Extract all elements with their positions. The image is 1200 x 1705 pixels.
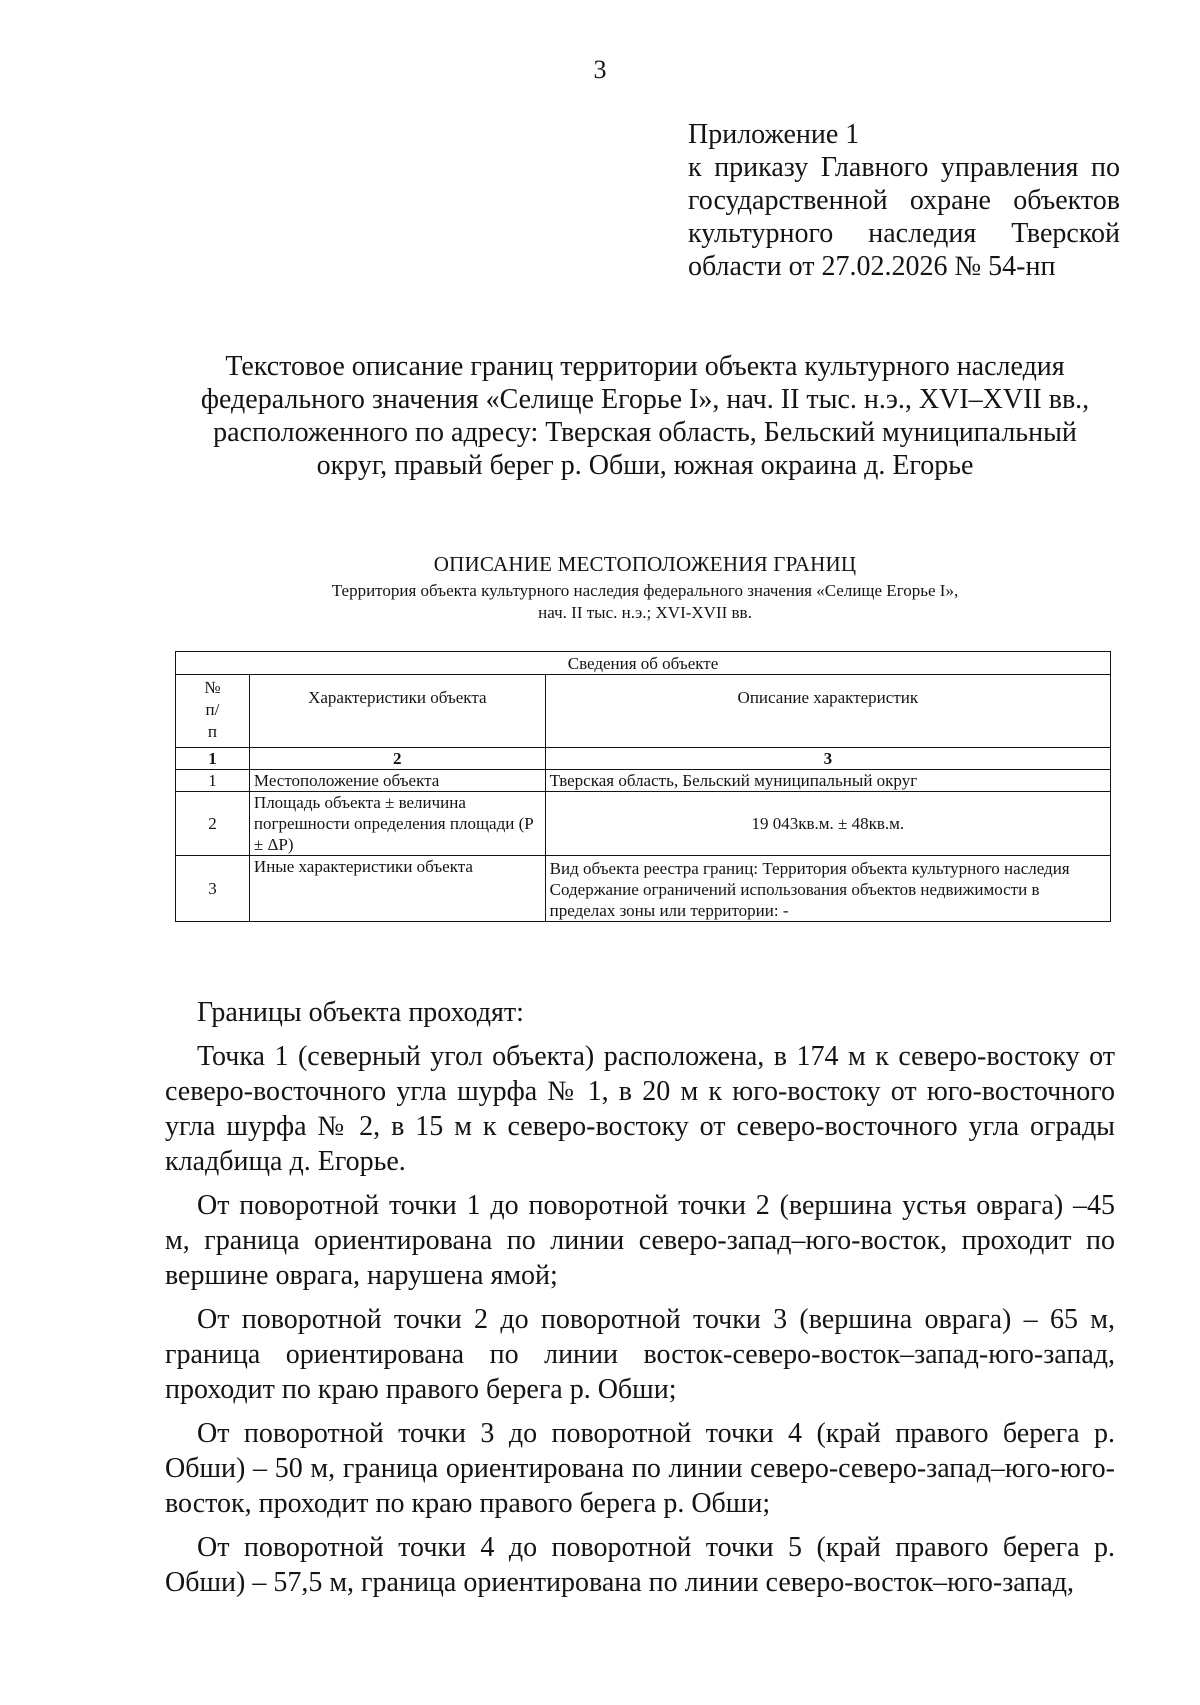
row-description <box>545 856 1110 922</box>
row-number: 2 <box>176 792 250 856</box>
section-heading: ОПИСАНИЕ МЕСТОПОЛОЖЕНИЯ ГРАНИЦ <box>433 552 857 576</box>
appendix-line: к приказу Главного управления по <box>688 152 1120 183</box>
row-number: 1 <box>176 770 250 792</box>
document-title <box>170 350 1120 482</box>
table-row <box>176 856 1111 922</box>
index-cell: 2 <box>249 748 545 770</box>
row-characteristic: Местоположение объекта <box>249 770 545 792</box>
appendix-line: культурного наследия Тверской <box>688 218 1120 249</box>
table-header-row <box>176 675 1111 748</box>
appendix-line: государственной охране объектов <box>688 185 1120 216</box>
title-line: федерального значения «Селище Егорье I», нач. II тыс. н.э., XVI–XVII вв., <box>200 384 1090 415</box>
row-description: 19 043кв.м. ± 48кв.м. <box>545 792 1110 856</box>
appendix-line: Приложение 1 <box>688 119 860 150</box>
body-paragraph: От поворотной точки 2 до поворотной точки 3 (вершина оврага) – 65 м, граница ориентирована по линии восток-северо-восток–запад-юго-запад, проходит по краю правого берега р. Обши; <box>165 1304 1115 1405</box>
index-cell: 3 <box>545 748 1110 770</box>
body-paragraph: От поворотной точки 1 до поворотной точки 2 (вершина устья оврага) –45 м, граница ориентирована по линии северо-запад–юго-восток, проходит по вершине оврага, нарушена ямой; <box>165 1190 1115 1291</box>
title-line: расположенного по адресу: Тверская область, Бельский муниципальный <box>213 417 1077 448</box>
body-paragraph: От поворотной точки 3 до поворотной точки 4 (край правого берега р. Обши) – 50 м, граница ориентирована по линии северо-северо-запад–юго-юго-восток, проходит по краю правого берега р. Обши; <box>165 1418 1115 1519</box>
header-characteristic: Характеристики объекта <box>249 675 545 748</box>
row-characteristic: Площадь объекта ± величина погрешности определения площади (Р ± ΔР) <box>249 792 545 856</box>
title-line: округ, правый берег р. Обши, южная окраина д. Егорье <box>316 450 974 481</box>
table-row <box>176 792 1111 856</box>
row-description-line: Вид объекта реестра границ: Территория объекта культурного наследия <box>549 859 1070 878</box>
appendix-line: области от 27.02.2026 № 54-нп <box>688 251 1056 282</box>
table-caption: Сведения об объекте <box>176 652 1111 675</box>
section-subheading <box>170 580 1120 624</box>
header-description: Описание характеристик <box>545 675 1110 748</box>
body-paragraph: От поворотной точки 4 до поворотной точки 5 (край правого берега р. Обши) – 57,5 м, граница ориентирована по линии северо-восток–юго-запад, <box>165 1532 1115 1598</box>
appendix-block <box>688 118 1120 283</box>
section-subheading-line: Территория объекта культурного наследия федерального значения «Селище Егорье I», <box>331 581 959 600</box>
page-number: 3 <box>593 55 607 84</box>
section-subheading-line: нач. II тыс. н.э.; XVI-XVII вв. <box>538 603 752 622</box>
table-index-row <box>176 748 1111 770</box>
table-caption-row <box>176 652 1111 675</box>
body-paragraph: Точка 1 (северный угол объекта) расположена, в 174 м к северо-востоку от северо-восточного угла шурфа № 1, в 20 м к юго-востоку от юго-восточного угла шурфа № 2, в 15 м к северо-востоку от северо-восточного угла ограды кладбища д. Егорье. <box>165 1041 1115 1177</box>
row-description-line: Содержание ограничений использования объектов недвижимости в пределах зоны или территории: - <box>549 880 1040 920</box>
header-number: № п/ п <box>176 675 250 748</box>
row-characteristic: Иные характеристики объекта <box>249 856 545 922</box>
body-paragraph: Границы объекта проходят: <box>197 997 524 1028</box>
table-row <box>176 770 1111 792</box>
body-text <box>165 995 1115 1609</box>
row-description: Тверская область, Бельский муниципальный округ <box>545 770 1110 792</box>
index-cell: 1 <box>176 748 250 770</box>
object-info-table <box>175 651 1111 922</box>
row-number: 3 <box>176 856 250 922</box>
title-line: Текстовое описание границ территории объекта культурного наследия <box>225 351 1065 382</box>
